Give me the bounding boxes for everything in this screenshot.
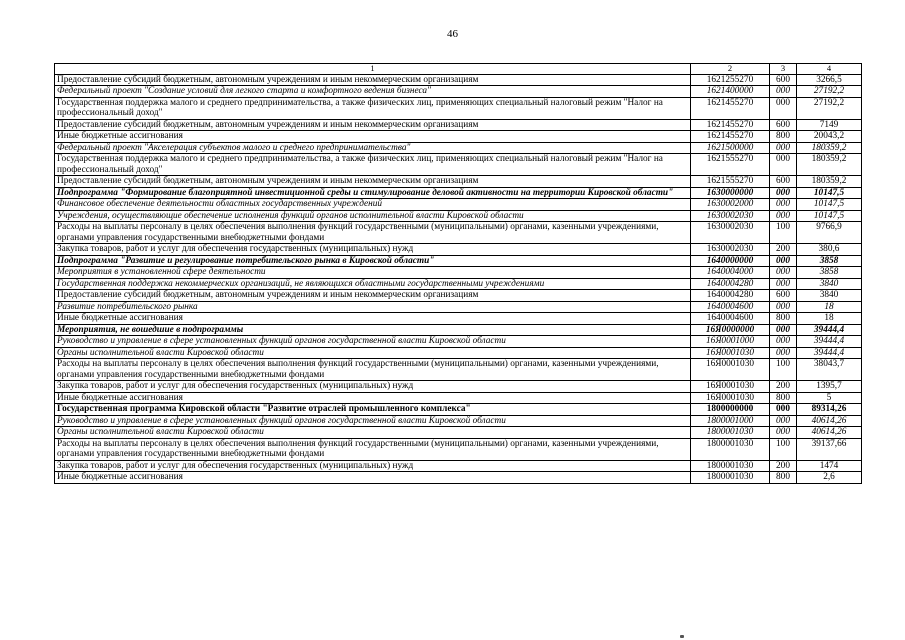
table-row <box>55 381 862 393</box>
row-sum-cell: 10147,5 <box>797 187 862 199</box>
table-row <box>55 290 862 302</box>
row-sum-cell: 18 <box>797 301 862 313</box>
row-code-cell: 1630000000 <box>691 187 770 199</box>
row-code-cell: 1640004600 <box>691 301 770 313</box>
row-name-cell: Предоставление субсидий бюджетным, автономным учреждениям и иным некоммерческим организациям <box>55 290 691 302</box>
table-row <box>55 154 862 176</box>
row-code-cell: 1640004000 <box>691 267 770 279</box>
row-kvr-cell: 200 <box>770 460 797 472</box>
row-code-cell: 1630002030 <box>691 210 770 222</box>
row-name-cell: Иные бюджетные ассигнования <box>55 392 691 404</box>
table-row <box>55 97 862 119</box>
table-row <box>55 199 862 211</box>
table-row <box>55 438 862 460</box>
page-number: 46 <box>447 28 458 40</box>
row-sum-cell: 3840 <box>797 290 862 302</box>
row-name-cell: Руководство и управление в сфере установленных функций органов государственной власти Кировской области <box>55 415 691 427</box>
row-name-cell: Закупка товаров, работ и услуг для обеспечения государственных (муниципальных) нужд <box>55 460 691 472</box>
row-sum-cell: 39444,4 <box>797 347 862 359</box>
row-code-cell: 1640000000 <box>691 255 770 267</box>
row-name-cell: Иные бюджетные ассигнования <box>55 313 691 325</box>
row-name-cell: Предоставление субсидий бюджетным, автономным учреждениям и иным некоммерческим организациям <box>55 119 691 131</box>
row-sum-cell: 39444,4 <box>797 336 862 348</box>
row-sum-cell: 180359,2 <box>797 142 862 154</box>
row-sum-cell: 3840 <box>797 278 862 290</box>
row-sum-cell: 10147,5 <box>797 199 862 211</box>
row-code-cell: 16Я0000000 <box>691 324 770 336</box>
row-code-cell: 1630002030 <box>691 222 770 244</box>
row-kvr-cell: 800 <box>770 131 797 143</box>
row-code-cell: 1800001030 <box>691 438 770 460</box>
scan-mark <box>680 635 684 638</box>
table-row <box>55 244 862 256</box>
row-sum-cell: 380,6 <box>797 244 862 256</box>
row-kvr-cell: 000 <box>770 415 797 427</box>
header-cell-code: 2 <box>691 64 770 75</box>
row-name-cell: Государственная поддержка некоммерческих организаций, не являющихся областными государственными учреждениями <box>55 278 691 290</box>
row-kvr-cell: 000 <box>770 324 797 336</box>
row-name-cell: Расходы на выплаты персоналу в целях обеспечения выполнения функций государственными (муниципальными) органами, казенными учреждениями, органами управления государственными внебюджетными фондами <box>55 359 691 381</box>
row-kvr-cell: 000 <box>770 210 797 222</box>
row-name-cell: Органы исполнительной власти Кировской области <box>55 347 691 359</box>
row-kvr-cell: 100 <box>770 359 797 381</box>
table-row <box>55 359 862 381</box>
row-kvr-cell: 800 <box>770 392 797 404</box>
row-sum-cell: 89314,26 <box>797 404 862 416</box>
row-code-cell: 16Я0001030 <box>691 392 770 404</box>
row-sum-cell: 40614,26 <box>797 415 862 427</box>
row-sum-cell: 3858 <box>797 255 862 267</box>
table-row <box>55 415 862 427</box>
row-sum-cell: 39137,66 <box>797 438 862 460</box>
row-sum-cell: 39444,4 <box>797 324 862 336</box>
row-name-cell: Мероприятия, не вошедшие в подпрограммы <box>55 324 691 336</box>
table-row <box>55 86 862 98</box>
row-sum-cell: 9766,9 <box>797 222 862 244</box>
row-code-cell: 1621455270 <box>691 119 770 131</box>
table-row <box>55 267 862 279</box>
row-code-cell: 1800001030 <box>691 460 770 472</box>
row-kvr-cell: 000 <box>770 336 797 348</box>
table-row <box>55 255 862 267</box>
row-name-cell: Государственная поддержка малого и среднего предпринимательства, а также физических лиц, применяющих специальный налоговый режим "Налог на профессиональный доход" <box>55 97 691 119</box>
table-body <box>55 64 862 484</box>
row-kvr-cell: 100 <box>770 438 797 460</box>
table-row <box>55 222 862 244</box>
row-code-cell: 1621400000 <box>691 86 770 98</box>
table-row <box>55 460 862 472</box>
table-header-row <box>55 64 862 75</box>
table-row <box>55 347 862 359</box>
row-kvr-cell: 100 <box>770 222 797 244</box>
row-sum-cell: 3266,5 <box>797 74 862 86</box>
row-kvr-cell: 600 <box>770 74 797 86</box>
row-kvr-cell: 000 <box>770 86 797 98</box>
row-code-cell: 1621255270 <box>691 74 770 86</box>
row-code-cell: 1800000000 <box>691 404 770 416</box>
row-kvr-cell: 000 <box>770 427 797 439</box>
table-row <box>55 131 862 143</box>
table-row <box>55 278 862 290</box>
table-row <box>55 301 862 313</box>
row-sum-cell: 7149 <box>797 119 862 131</box>
row-kvr-cell: 800 <box>770 313 797 325</box>
row-name-cell: Федеральный проект "Акселерация субъектов малого и среднего предпринимательства" <box>55 142 691 154</box>
table-row <box>55 119 862 131</box>
row-name-cell: Расходы на выплаты персоналу в целях обеспечения выполнения функций государственными (муниципальными) органами, казенными учреждениями, органами управления государственными внебюджетными фондами <box>55 222 691 244</box>
row-kvr-cell: 000 <box>770 278 797 290</box>
row-sum-cell: 2,6 <box>797 472 862 484</box>
row-kvr-cell: 200 <box>770 244 797 256</box>
row-code-cell: 1621500000 <box>691 142 770 154</box>
row-name-cell: Иные бюджетные ассигнования <box>55 131 691 143</box>
table-row <box>55 427 862 439</box>
table-row <box>55 404 862 416</box>
row-name-cell: Финансовое обеспечение деятельности областных государственных учреждений <box>55 199 691 211</box>
row-sum-cell: 38043,7 <box>797 359 862 381</box>
row-kvr-cell: 000 <box>770 255 797 267</box>
row-name-cell: Иные бюджетные ассигнования <box>55 472 691 484</box>
row-code-cell: 1621555270 <box>691 154 770 176</box>
row-name-cell: Государственная программа Кировской области "Развитие отраслей промышленного комплекса" <box>55 404 691 416</box>
row-kvr-cell: 600 <box>770 176 797 188</box>
row-sum-cell: 1395,7 <box>797 381 862 393</box>
row-kvr-cell: 800 <box>770 472 797 484</box>
row-kvr-cell: 000 <box>770 97 797 119</box>
row-name-cell: Подпрограмма "Формирование благоприятной инвестиционной среды и стимулирование деловой активности на территории Кировской области" <box>55 187 691 199</box>
row-sum-cell: 180359,2 <box>797 176 862 188</box>
row-name-cell: Развитие потребительского рынка <box>55 301 691 313</box>
row-code-cell: 1640004600 <box>691 313 770 325</box>
row-kvr-cell: 600 <box>770 119 797 131</box>
row-name-cell: Государственная поддержка малого и среднего предпринимательства, а также физических лиц, применяющих специальный налоговый режим "Налог на профессиональный доход" <box>55 154 691 176</box>
row-code-cell: 16Я0001030 <box>691 381 770 393</box>
table-row <box>55 210 862 222</box>
row-kvr-cell: 000 <box>770 187 797 199</box>
row-code-cell: 16Я0001030 <box>691 347 770 359</box>
row-code-cell: 16Я0001000 <box>691 336 770 348</box>
table-row <box>55 313 862 325</box>
row-code-cell: 1640004280 <box>691 278 770 290</box>
row-kvr-cell: 000 <box>770 347 797 359</box>
table-row <box>55 336 862 348</box>
budget-table <box>54 63 862 484</box>
row-name-cell: Предоставление субсидий бюджетным, автономным учреждениям и иным некоммерческим организациям <box>55 176 691 188</box>
row-kvr-cell: 000 <box>770 404 797 416</box>
row-name-cell: Закупка товаров, работ и услуг для обеспечения государственных (муниципальных) нужд <box>55 244 691 256</box>
row-code-cell: 1800001030 <box>691 427 770 439</box>
row-code-cell: 16Я0001030 <box>691 359 770 381</box>
row-sum-cell: 1474 <box>797 460 862 472</box>
table-row <box>55 142 862 154</box>
row-name-cell: Органы исполнительной власти Кировской области <box>55 427 691 439</box>
row-name-cell: Расходы на выплаты персоналу в целях обеспечения выполнения функций государственными (муниципальными) органами, казенными учреждениями, органами управления государственными внебюджетными фондами <box>55 438 691 460</box>
row-name-cell: Закупка товаров, работ и услуг для обеспечения государственных (муниципальных) нужд <box>55 381 691 393</box>
row-code-cell: 1800001000 <box>691 415 770 427</box>
row-sum-cell: 27192,2 <box>797 97 862 119</box>
table-row <box>55 74 862 86</box>
row-sum-cell: 5 <box>797 392 862 404</box>
header-cell-name: 1 <box>55 64 691 75</box>
row-sum-cell: 20043,2 <box>797 131 862 143</box>
row-kvr-cell: 000 <box>770 142 797 154</box>
row-sum-cell: 18 <box>797 313 862 325</box>
row-sum-cell: 40614,26 <box>797 427 862 439</box>
row-sum-cell: 27192,2 <box>797 86 862 98</box>
row-code-cell: 1640004280 <box>691 290 770 302</box>
row-code-cell: 1630002030 <box>691 244 770 256</box>
row-kvr-cell: 600 <box>770 290 797 302</box>
row-name-cell: Предоставление субсидий бюджетным, автономным учреждениям и иным некоммерческим организациям <box>55 74 691 86</box>
table-row <box>55 324 862 336</box>
row-code-cell: 1621555270 <box>691 176 770 188</box>
row-name-cell: Федеральный проект "Создание условий для легкого старта и комфортного ведения бизнеса" <box>55 86 691 98</box>
row-sum-cell: 180359,2 <box>797 154 862 176</box>
header-cell-sum: 4 <box>797 64 862 75</box>
row-name-cell: Учреждения, осуществляющие обеспечение исполнения функций органов исполнительной власти Кировской области <box>55 210 691 222</box>
row-code-cell: 1621455270 <box>691 131 770 143</box>
row-kvr-cell: 000 <box>770 267 797 279</box>
row-kvr-cell: 000 <box>770 154 797 176</box>
row-kvr-cell: 000 <box>770 301 797 313</box>
row-sum-cell: 10147,5 <box>797 210 862 222</box>
table-row <box>55 187 862 199</box>
row-code-cell: 1800001030 <box>691 472 770 484</box>
header-cell-kvr: 3 <box>770 64 797 75</box>
row-code-cell: 1621455270 <box>691 97 770 119</box>
row-code-cell: 1630002000 <box>691 199 770 211</box>
row-sum-cell: 3858 <box>797 267 862 279</box>
table-row <box>55 472 862 484</box>
row-name-cell: Подпрограмма "Развитие и регулирование потребительского рынка в Кировской области" <box>55 255 691 267</box>
table-row <box>55 176 862 188</box>
row-kvr-cell: 000 <box>770 199 797 211</box>
table-row <box>55 392 862 404</box>
row-name-cell: Мероприятия в установленной сфере деятельности <box>55 267 691 279</box>
row-name-cell: Руководство и управление в сфере установленных функций органов государственной власти Кировской области <box>55 336 691 348</box>
row-kvr-cell: 200 <box>770 381 797 393</box>
